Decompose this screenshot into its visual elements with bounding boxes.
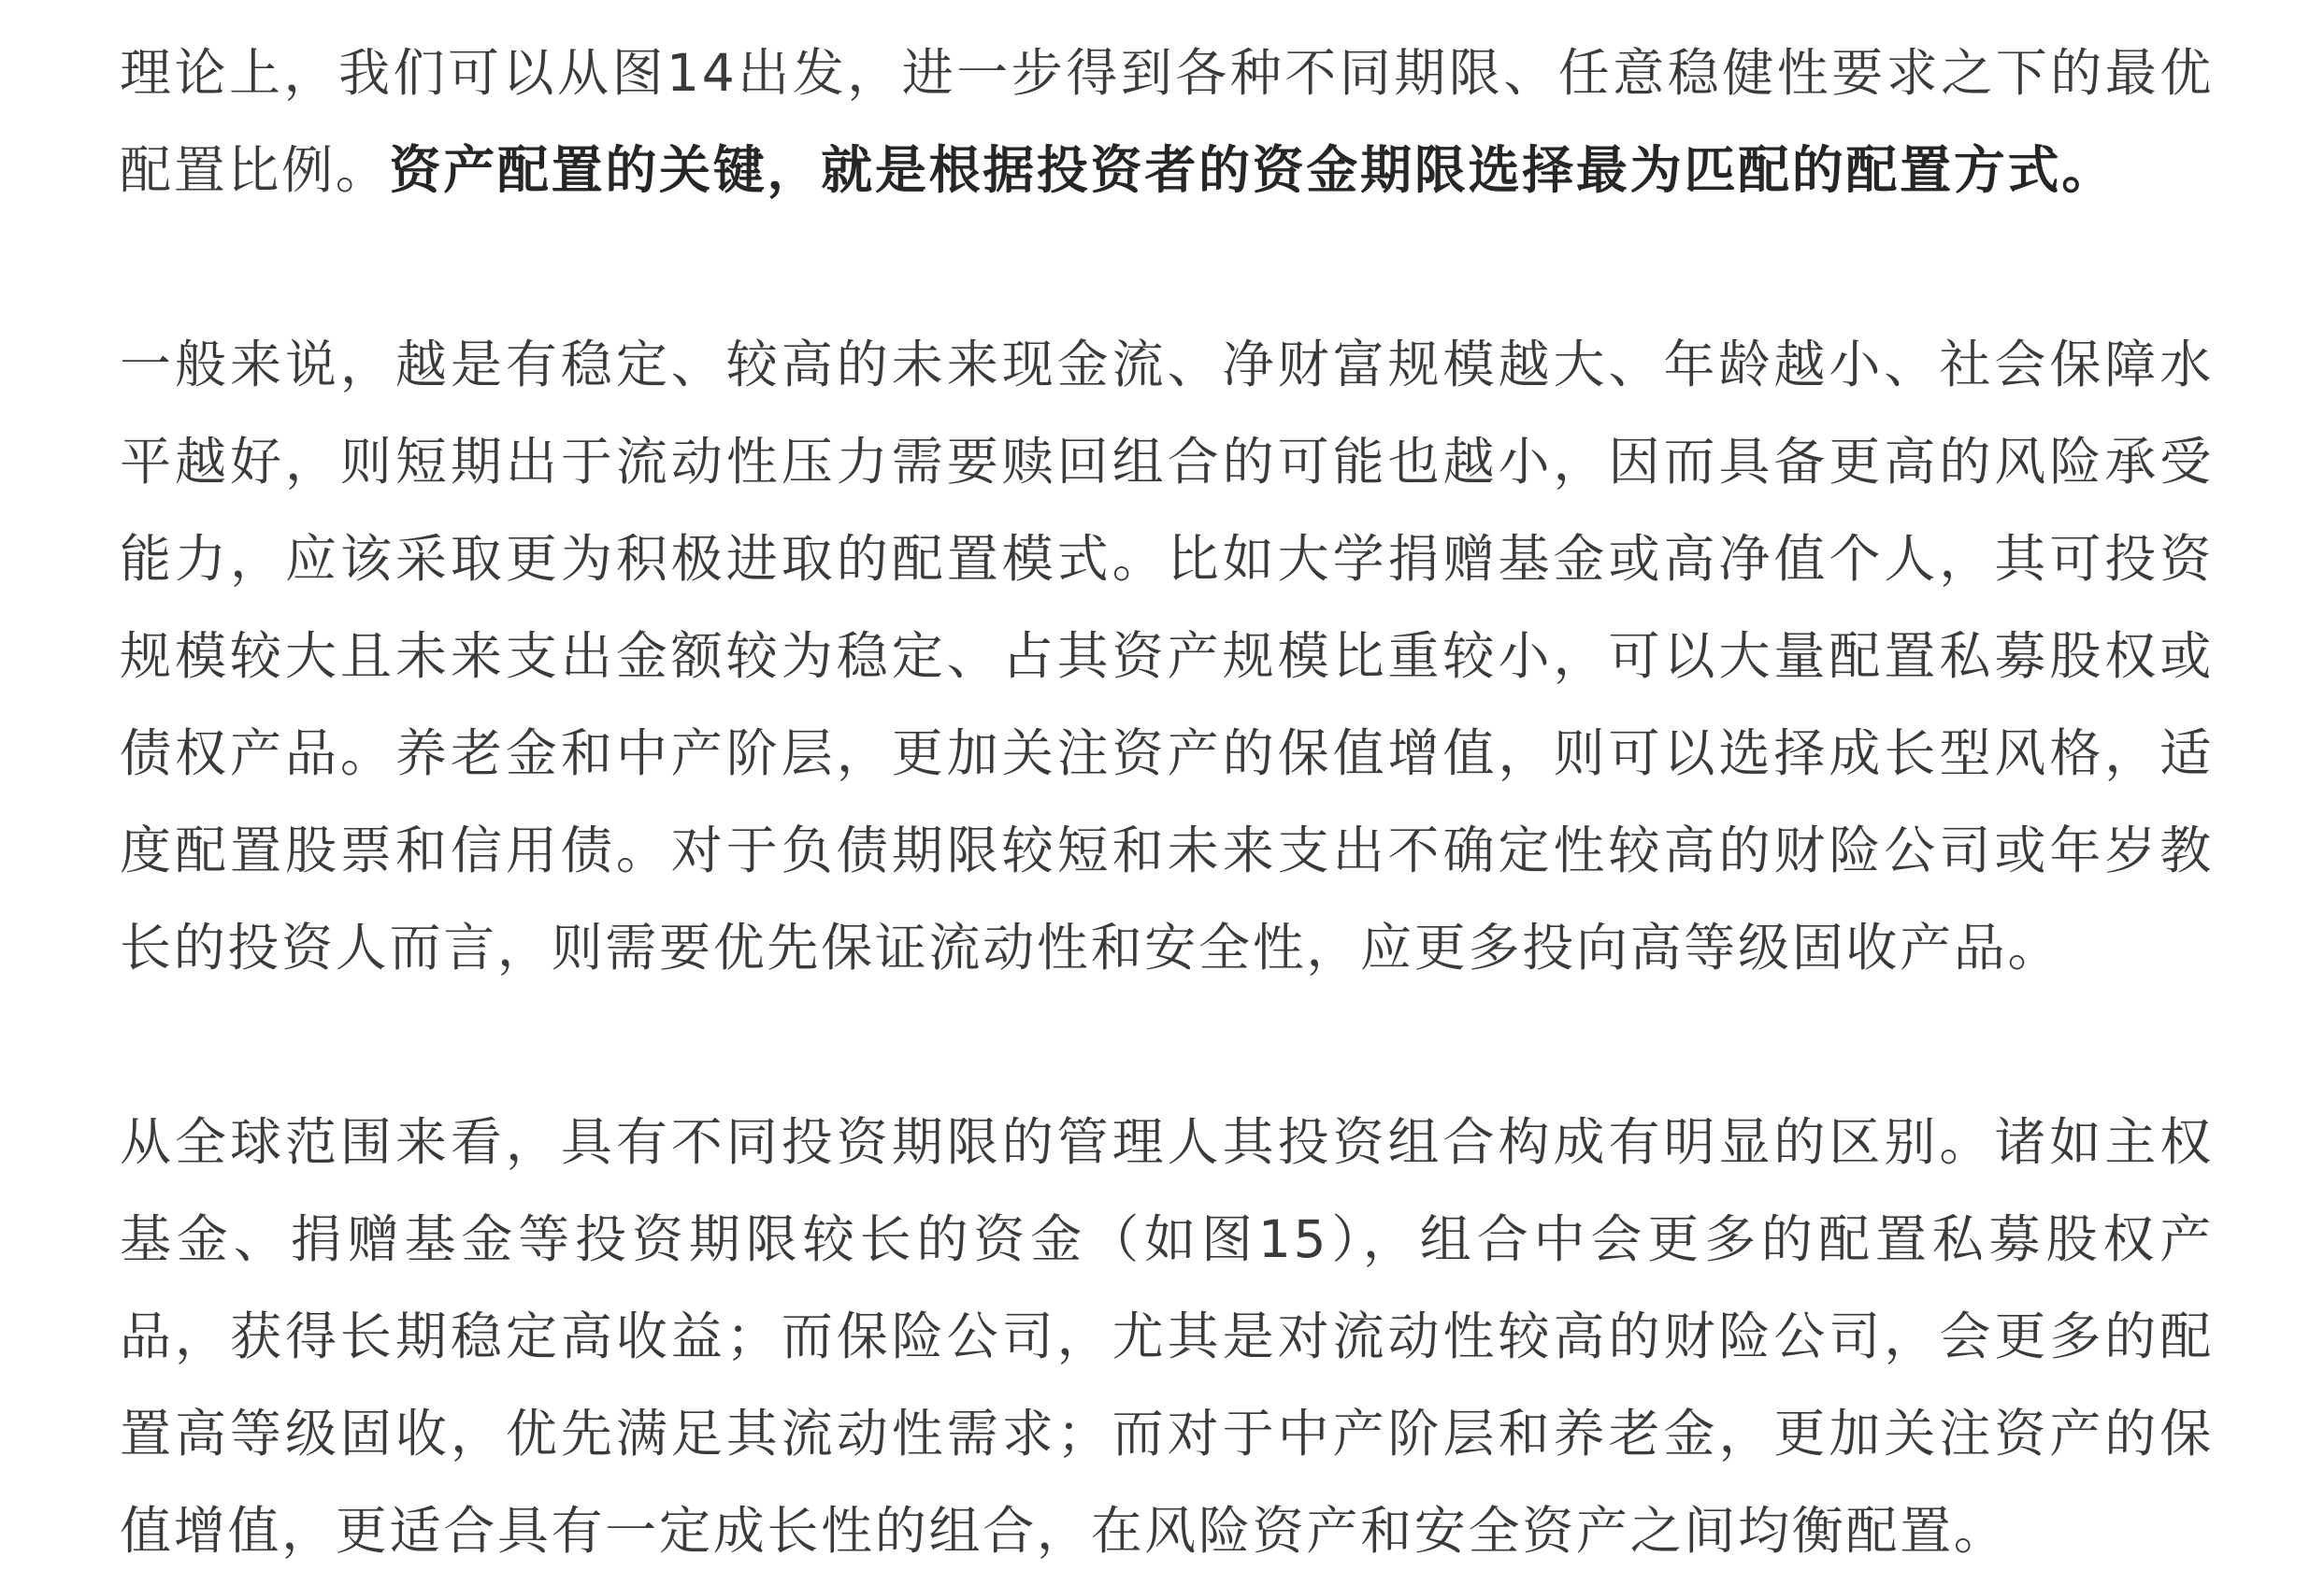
paragraph-2: 一般来说，越是有稳定、较高的未来现金流、净财富规模越大、年龄越小、社会保障水平越好，则短期出于流动性压力需要赎回组合的可能也越小，因而具备更高的风险承受能力，应该采取更为积极进取的配置模式。比如大学捐赠基金或高净值个人，其可投资规模较大且未来支出金额较为稳定、占其资产规模比重较小，可以大量配置私募股权或债权产品。养老金和中产阶层，更加关注资产的保值增值，则可以选择成长型风格，适度配置股票和信用债。对于负债期限较短和未来支出不确定性较高的财险公司或年岁教长的投资人而言，则需要优先保证流动性和安全性，应更多投向高等级固收产品。 — [120, 335, 2214, 978]
paragraph-1-text: 理论上，我们可以从图14出发，进一步得到各种不同期限、任意稳健性要求之下的最优配置比例。 — [120, 43, 2214, 200]
paragraph-1 — [120, 24, 2214, 219]
paragraph-1-bold-text: 资产配置的关键，就是根据投资者的资金期限选择最为匹配的配置方式。 — [389, 140, 2116, 200]
paragraph-3: 从全球范围来看，具有不同投资期限的管理人其投资组合构成有明显的区别。诸如主权基金、捐赠基金等投资期限较长的资金（如图15），组合中会更多的配置私募股权产品，获得长期稳定高收益；而保险公司，尤其是对流动性较高的财险公司，会更多的配置高等级固收，优先满足其流动性需求；而对于中产阶层和养老金，更加关注资产的保值增值，更适合具有一定成长性的组合，在风险资产和安全资产之间均衡配置。 — [120, 1112, 2214, 1561]
article-body — [120, 24, 2214, 1579]
